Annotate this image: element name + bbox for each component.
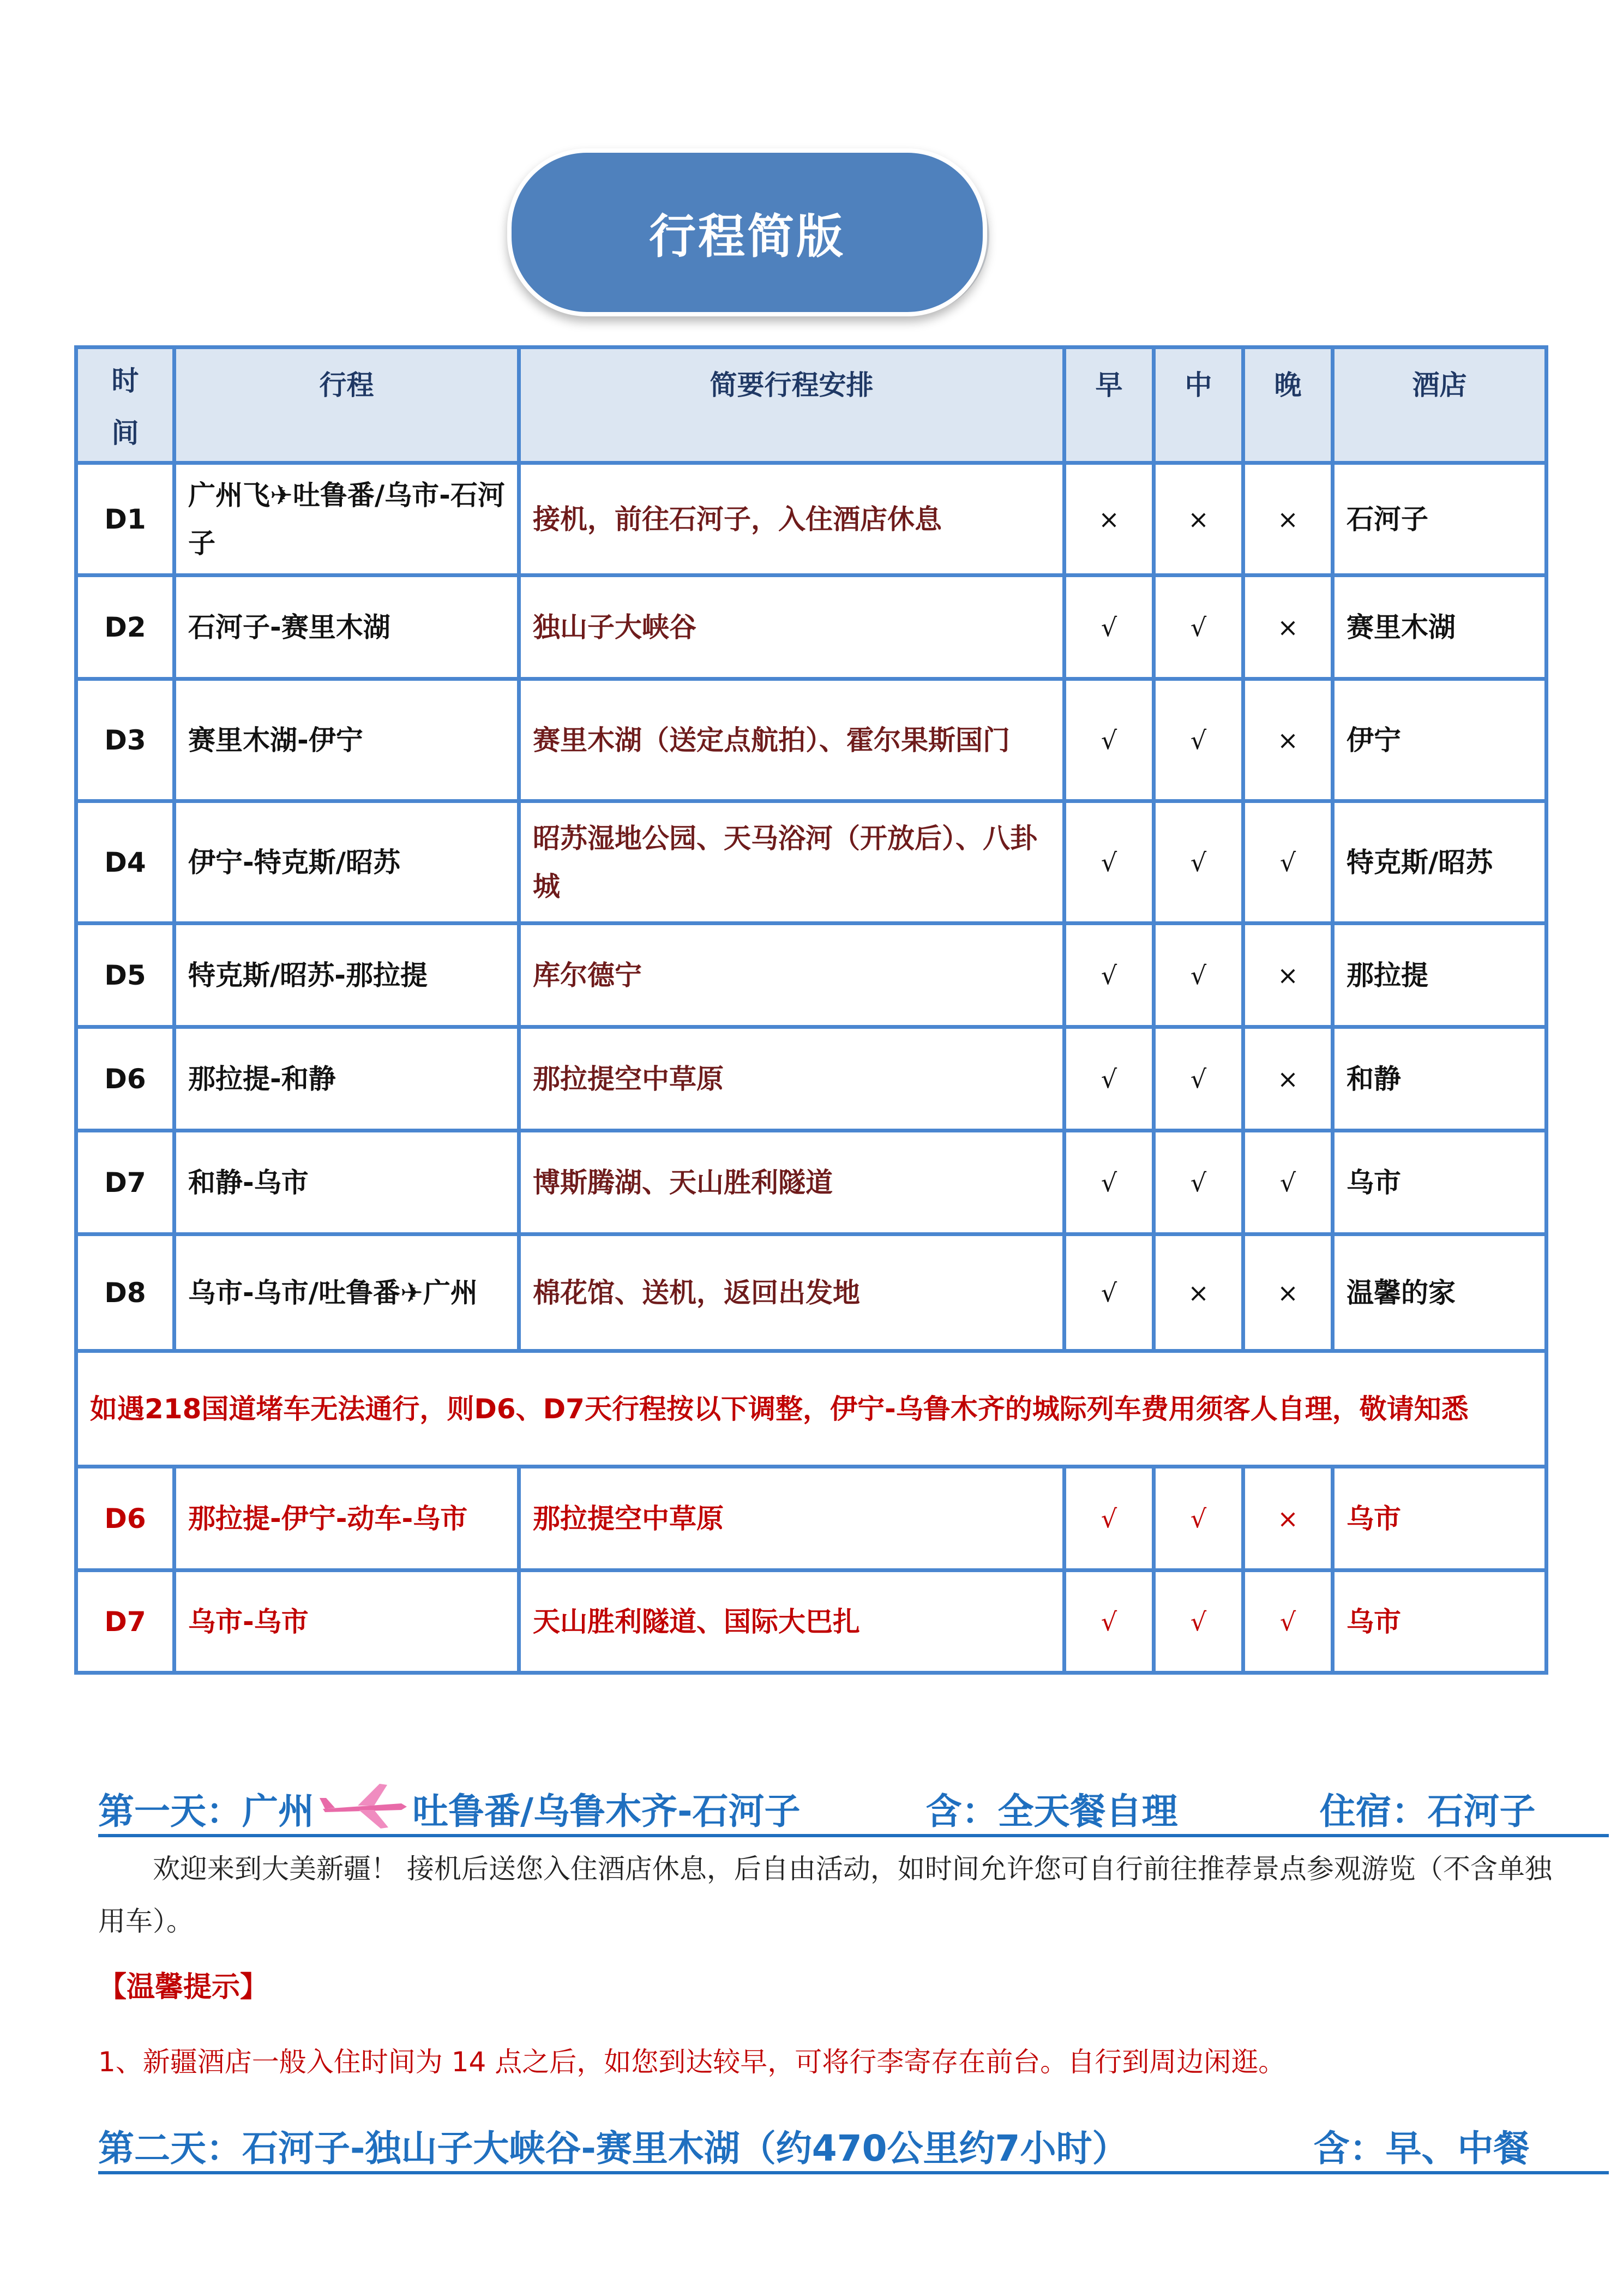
- dinner-cell: ×: [1243, 679, 1333, 801]
- lunch-cell: √: [1154, 1131, 1243, 1234]
- day-cell: D6: [76, 1027, 175, 1131]
- route-cell: 赛里木湖-伊宁: [175, 679, 519, 801]
- lunch-cell: ×: [1154, 1234, 1243, 1351]
- day1-heading-route: 吐鲁番/乌鲁木齐-石河子: [412, 1790, 801, 1832]
- dinner-cell: ×: [1243, 576, 1333, 679]
- tip-item-1: 1、新疆酒店一般入住时间为 14 点之后，如您到达较早，可将行李寄存在前台。自行到周边闲逛。: [98, 2046, 1286, 2078]
- breakfast-cell: √: [1065, 1131, 1154, 1234]
- header-plan: 简要行程安排: [519, 347, 1065, 463]
- plan-cell: 天山胜利隧道、国际大巴扎: [519, 1570, 1065, 1673]
- day-cell: D6: [76, 1467, 175, 1570]
- route-cell: 石河子-赛里木湖: [175, 576, 519, 679]
- route-cell: 乌市-乌市/吐鲁番✈广州: [175, 1234, 519, 1351]
- breakfast-cell: √: [1065, 924, 1154, 1027]
- lunch-cell: √: [1154, 924, 1243, 1027]
- dinner-cell: ×: [1243, 1027, 1333, 1131]
- lunch-cell: √: [1154, 679, 1243, 801]
- hotel-cell: 那拉提: [1333, 924, 1547, 1027]
- table-row: [76, 801, 1547, 924]
- table-row: [76, 679, 1547, 801]
- day1-description: 欢迎来到大美新疆！ 接机后送您入住酒店休息，后自由活动，如时间允许您可自行前往推荐景点参观游览（不含单独用车）。: [98, 1853, 1552, 1937]
- dinner-cell: ×: [1243, 924, 1333, 1027]
- route-cell: 特克斯/昭苏-那拉提: [175, 924, 519, 1027]
- breakfast-cell: √: [1065, 1467, 1154, 1570]
- plan-cell: 那拉提空中草原: [519, 1027, 1065, 1131]
- plan-cell: 接机，前往石河子，入住酒店休息: [519, 463, 1065, 576]
- page-title: 行程简版: [507, 148, 987, 316]
- hotel-cell: 石河子: [1333, 463, 1547, 576]
- road-notice: 如遇218国道堵车无法通行，则D6、D7天行程按以下调整，伊宁-乌鲁木齐的城际列车费用须客人自理，敬请知悉: [76, 1351, 1547, 1467]
- day-cell: D2: [76, 576, 175, 679]
- plan-cell: 棉花馆、送机，返回出发地: [519, 1234, 1065, 1351]
- route-cell: 和静-乌市: [175, 1131, 519, 1234]
- breakfast-cell: √: [1065, 1234, 1154, 1351]
- breakfast-cell: √: [1065, 576, 1154, 679]
- table-row: [76, 463, 1547, 576]
- lunch-cell: √: [1154, 1467, 1243, 1570]
- day-cell: D8: [76, 1234, 175, 1351]
- lunch-cell: ×: [1154, 463, 1243, 576]
- day1-heading: [98, 1779, 1609, 1837]
- hotel-cell: 特克斯/昭苏: [1333, 801, 1547, 924]
- hotel-cell: 乌市: [1333, 1467, 1547, 1570]
- day2-meals: 含：早、中餐: [1313, 2127, 1530, 2169]
- lunch-cell: √: [1154, 801, 1243, 924]
- hotel-cell: 和静: [1333, 1027, 1547, 1131]
- table-row: [76, 1234, 1547, 1351]
- header-dinner: 晚: [1243, 347, 1333, 463]
- breakfast-cell: √: [1065, 801, 1154, 924]
- hotel-cell: 温馨的家: [1333, 1234, 1547, 1351]
- dinner-cell: √: [1243, 801, 1333, 924]
- dinner-cell: ×: [1243, 463, 1333, 576]
- dinner-cell: √: [1243, 1131, 1333, 1234]
- day-cell: D3: [76, 679, 175, 801]
- plan-cell: 库尔德宁: [519, 924, 1065, 1027]
- lunch-cell: √: [1154, 1570, 1243, 1673]
- route-cell: 那拉提-和静: [175, 1027, 519, 1131]
- day-cell: D1: [76, 463, 175, 576]
- alt-row: [76, 1467, 1547, 1570]
- dinner-cell: ×: [1243, 1234, 1333, 1351]
- day-cell: D7: [76, 1131, 175, 1234]
- day2-heading-route: 第二天：石河子-独山子大峡谷-赛里木湖（约470公里约7小时）: [98, 2127, 1128, 2169]
- header-breakfast: 早: [1065, 347, 1154, 463]
- hotel-cell: 伊宁: [1333, 679, 1547, 801]
- route-cell: 伊宁-特克斯/昭苏: [175, 801, 519, 924]
- day-cell: D4: [76, 801, 175, 924]
- table-row: [76, 1131, 1547, 1234]
- alt-row: [76, 1570, 1547, 1673]
- hotel-cell: 赛里木湖: [1333, 576, 1547, 679]
- route-cell: 广州飞✈吐鲁番/乌市-石河子: [175, 463, 519, 576]
- breakfast-cell: √: [1065, 1027, 1154, 1131]
- breakfast-cell: ×: [1065, 463, 1154, 576]
- day-cell: D7: [76, 1570, 175, 1673]
- notice-row: [76, 1351, 1547, 1467]
- table-row: [76, 576, 1547, 679]
- plan-cell: 博斯腾湖、天山胜利隧道: [519, 1131, 1065, 1234]
- hotel-cell: 乌市: [1333, 1570, 1547, 1673]
- table-row: [76, 924, 1547, 1027]
- lunch-cell: √: [1154, 576, 1243, 679]
- airplane-icon: [320, 1782, 407, 1831]
- breakfast-cell: √: [1065, 1570, 1154, 1673]
- plan-cell: 那拉提空中草原: [519, 1467, 1065, 1570]
- hotel-cell: 乌市: [1333, 1131, 1547, 1234]
- route-cell: 乌市-乌市: [175, 1570, 519, 1673]
- dinner-cell: √: [1243, 1570, 1333, 1673]
- day2-heading: [98, 2117, 1609, 2174]
- dinner-cell: ×: [1243, 1467, 1333, 1570]
- header-time: 时 间: [76, 347, 175, 463]
- plan-cell: 独山子大峡谷: [519, 576, 1065, 679]
- plan-cell: 昭苏湿地公园、天马浴河（开放后）、八卦城: [519, 801, 1065, 924]
- day1-meals: 含：全天餐自理: [925, 1790, 1178, 1832]
- header-route: 行程: [175, 347, 519, 463]
- lunch-cell: √: [1154, 1027, 1243, 1131]
- tip-heading: 【温馨提示】: [98, 1971, 269, 2004]
- day-cell: D5: [76, 924, 175, 1027]
- plan-cell: 赛里木湖（送定点航拍）、霍尔果斯国门: [519, 679, 1065, 801]
- header-hotel: 酒店: [1333, 347, 1547, 463]
- breakfast-cell: √: [1065, 679, 1154, 801]
- day1-heading-start: 第一天：广州: [98, 1790, 314, 1832]
- header-lunch: 中: [1154, 347, 1243, 463]
- day1-stay: 住宿：石河子: [1319, 1790, 1536, 1832]
- table-row: [76, 1027, 1547, 1131]
- table-header-row: [76, 347, 1547, 463]
- route-cell: 那拉提-伊宁-动车-乌市: [175, 1467, 519, 1570]
- itinerary-table: [74, 345, 1548, 1675]
